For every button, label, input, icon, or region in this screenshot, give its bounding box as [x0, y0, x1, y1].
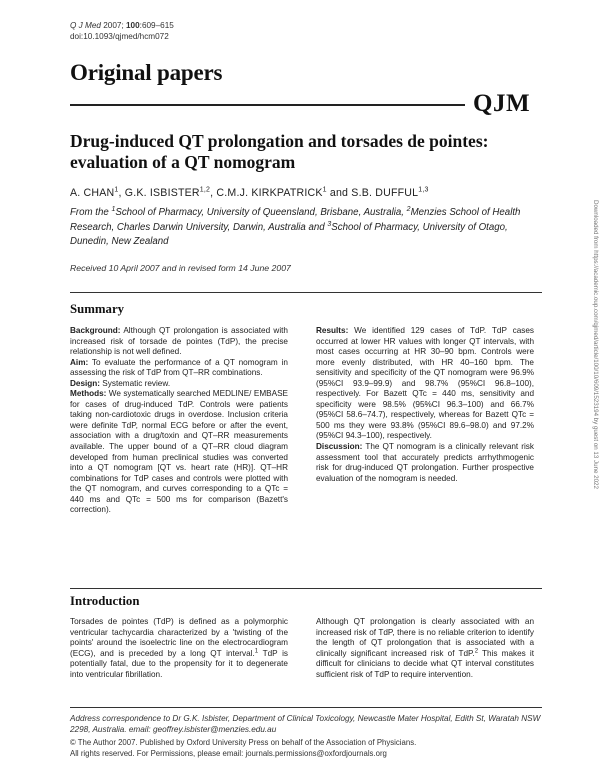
- author-affiliation-mark: 1: [322, 186, 327, 194]
- download-watermark: [589, 0, 600, 775]
- author-name: G.K. ISBISTER: [124, 187, 200, 199]
- summary-heading: Summary: [70, 302, 125, 316]
- received-dates: Received 10 April 2007 and in revised form 14 June 2007: [70, 263, 291, 273]
- journal-citation: [70, 20, 174, 42]
- affiliation-mark: 1: [111, 205, 116, 213]
- summary-design-label: Design:: [70, 378, 101, 388]
- summary-aim: [70, 358, 288, 379]
- section-title: Original papers: [70, 60, 223, 85]
- author-affiliation-mark: 1,2: [199, 186, 211, 194]
- summary-methods-label: Methods:: [70, 389, 107, 399]
- summary-design-text: Systematic review.: [100, 378, 171, 388]
- affiliation-mark: 3: [327, 220, 332, 228]
- summary-design: [70, 379, 288, 390]
- article-title-line-1: Drug-induced QT prolongation and torsades de pointes:: [70, 131, 489, 151]
- summary-methods-text: We systematically searched MEDLINE/ EMBASE for cases of drug-induced TdP. Controls were patients taking non-cardiotoxic drugs in overdose. Inclusion criteria were definite TdP, normal ECG before or after the event, association with a drug/toxin and QT–RR measurements available. The upper bound of a QT–RR cloud diagram developed from human preclinical studies was converted into a QT nomogram [QT vs. heart rate (HR)]. QT–HR combinations for TdP cases and controls were plotted with the QT nomogram, and curves corresponding to a QTc = 440 ms and QTc = 500 ms for comparison (Bazett's correction).: [70, 389, 288, 515]
- journal-doi: doi:10.1093/qjmed/hcm072: [70, 32, 169, 41]
- summary-discussion: [316, 442, 534, 484]
- introduction-text: Although QT prolongation is clearly associated with an increased risk of TdP, there is no reliable criterion to identify the length of QT prolongation that is associated with a clinically significant increased risk of TdP.: [316, 617, 534, 658]
- permissions-line: All rights reserved. For Permissions, please email: journals.permissions@oxfordjournals.org: [70, 748, 387, 758]
- author-conjunction: and: [326, 187, 352, 199]
- journal-year: 2007;: [100, 21, 126, 30]
- journal-volume: 100: [126, 21, 140, 30]
- summary-aim-text: To evaluate the performance of a QT nomogram in assessing the risk of TdP from QT–RR combinations.: [70, 357, 288, 378]
- author-separator: ,: [210, 187, 217, 199]
- affiliation-text: Menzies School of Health Research, Charles Darwin University, Darwin, Australia and: [70, 207, 521, 233]
- affiliation-text: School of Pharmacy, University of Otago, Dunedin, New Zealand: [70, 221, 508, 248]
- header-rule: [70, 104, 465, 106]
- journal-pages: :609–615: [139, 21, 174, 30]
- article-title: [70, 131, 540, 173]
- introduction-column-right: [316, 617, 534, 681]
- summary-aim-label: Aim:: [70, 357, 89, 367]
- summary-column-left: [70, 326, 288, 516]
- summary-discussion-label: Discussion:: [316, 442, 363, 452]
- summary-column-right: [316, 326, 534, 484]
- author-affiliation-mark: 1: [114, 186, 119, 194]
- introduction-text: Torsades de pointes (TdP) is defined as a polymorphic ventricular tachycardia characterized by a 'twisting of the points' around the isoelectric line on the electrocardiogram (ECG), and is preceded by a long QT interval.: [70, 617, 288, 658]
- summary-results: [316, 326, 534, 442]
- download-note-text: Downloaded from https://academic.oup.com/qjmed/article/100/10/609/1523194 by guest on 13 June 2022: [592, 200, 599, 489]
- citation-mark: 2: [474, 648, 479, 655]
- summary-background-label: Background:: [70, 326, 121, 335]
- summary-methods: [70, 389, 288, 516]
- article-title-line-2: evaluation of a QT nomogram: [70, 152, 296, 172]
- affiliation-mark: 2: [406, 205, 411, 213]
- summary-rule: [70, 292, 542, 293]
- footer-rule: [70, 707, 542, 708]
- affiliation-text: From the: [70, 207, 112, 218]
- summary-results-label: Results:: [316, 326, 349, 335]
- author-separator: ,: [118, 187, 125, 199]
- summary-results-text: We identified 129 cases of TdP. TdP cases occurred at lower HR values with longer QT intervals, with most cases occurring at HR 30–90 bpm. Controls were more evenly distributed, with HR 40–160 bpm. The sensitivity and specificity of the QT nomogram were 96.9% (95%CI 93.9–99.9) and 98.7% (95%CI 96.8–100), respectively. For Bazett QTc = 440 ms, sensitivity and specificity were 98.5% (95%CI 96.3–100) and 66.7% (95%CI 58.6–74.7), respectively, whereas for Bazett QTc = 500 ms they were 93.8% (95%CI 89.6–98.0) and 97.2% (95%CI 94.3–100), respectively.: [316, 326, 534, 441]
- correspondence-address: Address correspondence to Dr G.K. Isbister, Department of Clinical Toxicology, Newcastle Mater Hospital, Edith St, Waratah NSW 2298, Australia. email: geoffrey.isbister@menzies.edu.au: [70, 714, 541, 734]
- author-name: S.B. DUFFUL: [351, 187, 419, 199]
- summary-background-text: Although QT prolongation is associated with increased risk of torsade de pointes (TdP), the precise relationship is not well defined.: [70, 326, 288, 357]
- author-name: C.M.J. KIRKPATRICK: [216, 187, 323, 199]
- summary-background: [70, 326, 288, 358]
- introduction-text: TdP is potentially fatal, due to the propensity for it to degenerate into ventricular fibrillation.: [70, 648, 288, 679]
- citation-mark: 1: [254, 648, 259, 655]
- author-affiliation-mark: 1,3: [418, 186, 429, 194]
- introduction-text: This makes it difficult for clinicians to decide what QT interval constitutes sufficient risk of TdP to require intervention.: [316, 648, 534, 679]
- copyright-line: © The Author 2007. Published by Oxford University Press on behalf of the Association of Physicians.: [70, 738, 417, 747]
- journal-name: Q J Med: [70, 21, 101, 30]
- author-name: A. CHAN: [70, 187, 115, 199]
- introduction-column-left: [70, 617, 288, 681]
- introduction-rule: [70, 588, 542, 589]
- summary-discussion-text: The QT nomogram is a clinically relevant risk assessment tool that accurately predicts arrhythmogenic risk for drug-induced QT prolongation. Further prospective evaluation of the nomogram is needed.: [316, 442, 534, 483]
- introduction-heading: Introduction: [70, 594, 140, 608]
- copyright-notice: [70, 738, 542, 759]
- journal-logo: QJM: [473, 90, 531, 117]
- author-list: [70, 187, 429, 199]
- affiliation-text: School of Pharmacy, University of Queensland, Brisbane, Australia,: [115, 207, 407, 218]
- author-affiliations: [70, 206, 540, 250]
